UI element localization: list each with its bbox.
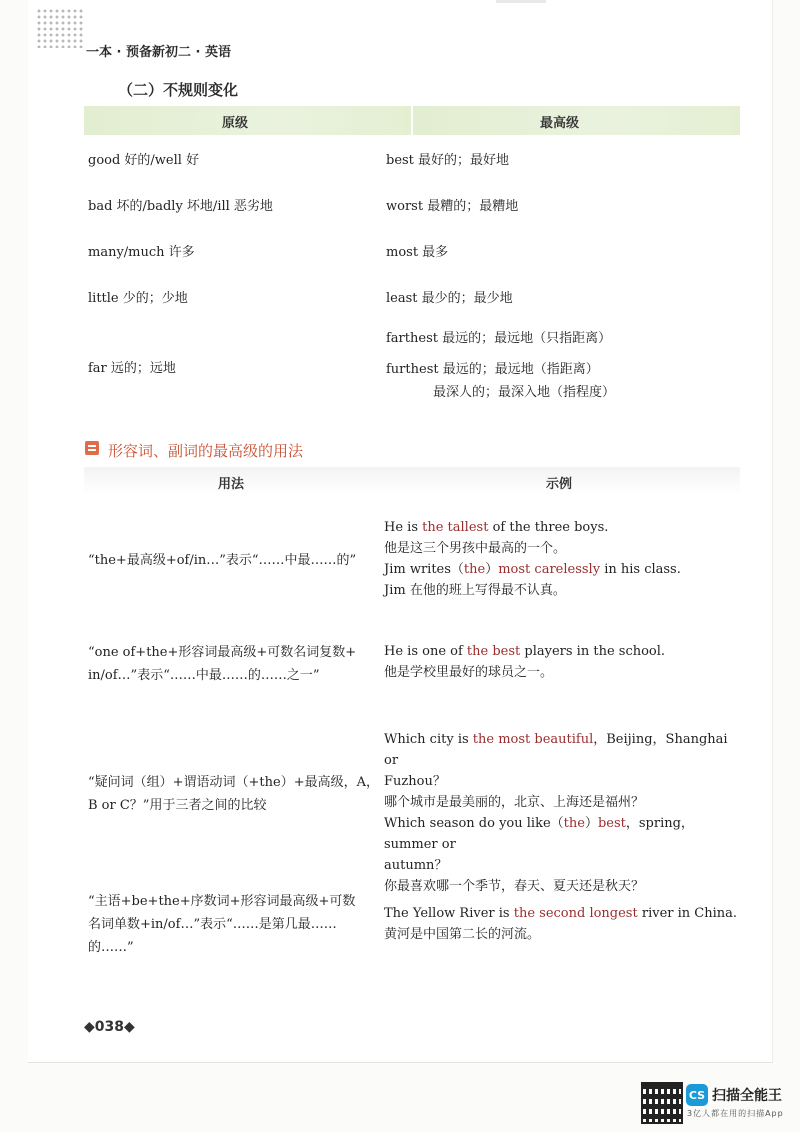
- example-line: He is one of the best players in the school.: [384, 644, 666, 659]
- highlight-phrase: the tallest: [422, 520, 489, 535]
- highlight-phrase: the: [563, 816, 585, 831]
- subsection-title: （二）不规则变化: [118, 81, 239, 99]
- highlight-phrase: the: [463, 562, 486, 577]
- col-header-original: 原级: [222, 116, 249, 131]
- row-superlative: worst 最糟的；最糟地: [386, 199, 519, 214]
- example-cell: [384, 903, 740, 945]
- usage-cell: [88, 890, 380, 959]
- example-cell: [384, 729, 740, 897]
- decorative-dots: [36, 8, 84, 48]
- col-header-superlative: 最高级: [540, 116, 580, 131]
- example-line: The Yellow River is the second longest river in China.: [384, 906, 738, 921]
- example-line: Which city is the most beautiful，Beijing，Shanghai or: [384, 732, 728, 768]
- top-edge-mark: [496, 0, 546, 3]
- qr-code-icon: [641, 1082, 683, 1124]
- usage-line: 名词单数+in/of…”表示“……是第几最……: [88, 917, 337, 932]
- page-number: ◆038◆: [84, 1019, 135, 1035]
- example-line: 哪个城市是最美丽的，北京、上海还是福州？: [384, 795, 645, 810]
- row-superlative: least 最少的；最少地: [386, 291, 513, 306]
- example-line: Jim writes（the）most carelessly in his class.: [384, 562, 681, 577]
- example-line: Fuzhou？: [384, 774, 446, 789]
- far-line-furthest: furthest 最远的；最远地（指距离）: [386, 362, 599, 377]
- example-line: Which season do you like（the）best，spring，summer or: [384, 816, 694, 852]
- usage-cell: [88, 771, 380, 817]
- usage-cell: [88, 549, 378, 572]
- highlight-phrase: the second longest: [513, 906, 638, 921]
- example-line: 你最喜欢哪一个季节，春天、夏天还是秋天？: [384, 879, 645, 894]
- usage-line: “the+最高级+of/in…”表示“……中最……的”: [88, 553, 357, 568]
- example-line: He is the tallest of the three boys.: [384, 520, 609, 535]
- watermark-tagline: 3亿人都在用的扫描App: [687, 1109, 784, 1118]
- example-cell: [384, 517, 740, 601]
- far-line-degree: 最深人的；最深入地（指程度）: [433, 385, 616, 400]
- page-header: 一本 · 预备新初二 · 英语: [86, 45, 231, 60]
- example-line: autumn？: [384, 858, 448, 873]
- watermark-app-name: 扫描全能王: [712, 1088, 782, 1104]
- far-line-farthest: farthest 最远的；最远地（只指距离）: [386, 331, 612, 346]
- usage-header-band: [84, 467, 740, 495]
- row-original: many/much 许多: [88, 245, 195, 260]
- camscanner-logo-icon: CS: [686, 1084, 708, 1106]
- section-list-icon: [85, 441, 99, 455]
- usage-line: 的……”: [88, 940, 134, 955]
- row-original: little 少的；少地: [88, 291, 188, 306]
- highlight-phrase: the most beautiful: [472, 732, 594, 747]
- usage-line: “疑问词（组）+谓语动词（+the）+最高级，A，: [88, 775, 380, 790]
- example-line: Jim 在他的班上写得最不认真。: [384, 583, 566, 598]
- col-header-usage: 用法: [218, 477, 245, 492]
- highlight-phrase: the best: [466, 644, 521, 659]
- row-superlative: best 最好的；最好地: [386, 153, 510, 168]
- usage-line: in/of…”表示“……中最……的……之一”: [88, 668, 320, 683]
- usage-line: “主语+be+the+序数词+形容词最高级+可数: [88, 894, 356, 909]
- usage-line: B or C？”用于三者之间的比较: [88, 798, 267, 813]
- highlight-phrase: most carelessly: [498, 562, 601, 577]
- row-original-far: far 远的；远地: [88, 361, 176, 376]
- usage-cell: [88, 641, 380, 687]
- example-cell: [384, 641, 740, 683]
- example-line: 他是这三个男孩中最高的一个。: [384, 541, 567, 556]
- section-title: 形容词、副词的最高级的用法: [108, 442, 304, 460]
- row-original: bad 坏的/badly 坏地/ill 恶劣地: [88, 199, 273, 214]
- row-original: good 好的/well 好: [88, 153, 200, 168]
- col-header-example: 示例: [546, 477, 573, 492]
- row-superlative: most 最多: [386, 245, 449, 260]
- example-line: 黄河是中国第二长的河流。: [384, 927, 541, 942]
- highlight-phrase: best: [597, 816, 626, 831]
- usage-line: “one of+the+形容词最高级+可数名词复数+: [88, 645, 357, 660]
- example-line: 他是学校里最好的球员之一。: [384, 665, 554, 680]
